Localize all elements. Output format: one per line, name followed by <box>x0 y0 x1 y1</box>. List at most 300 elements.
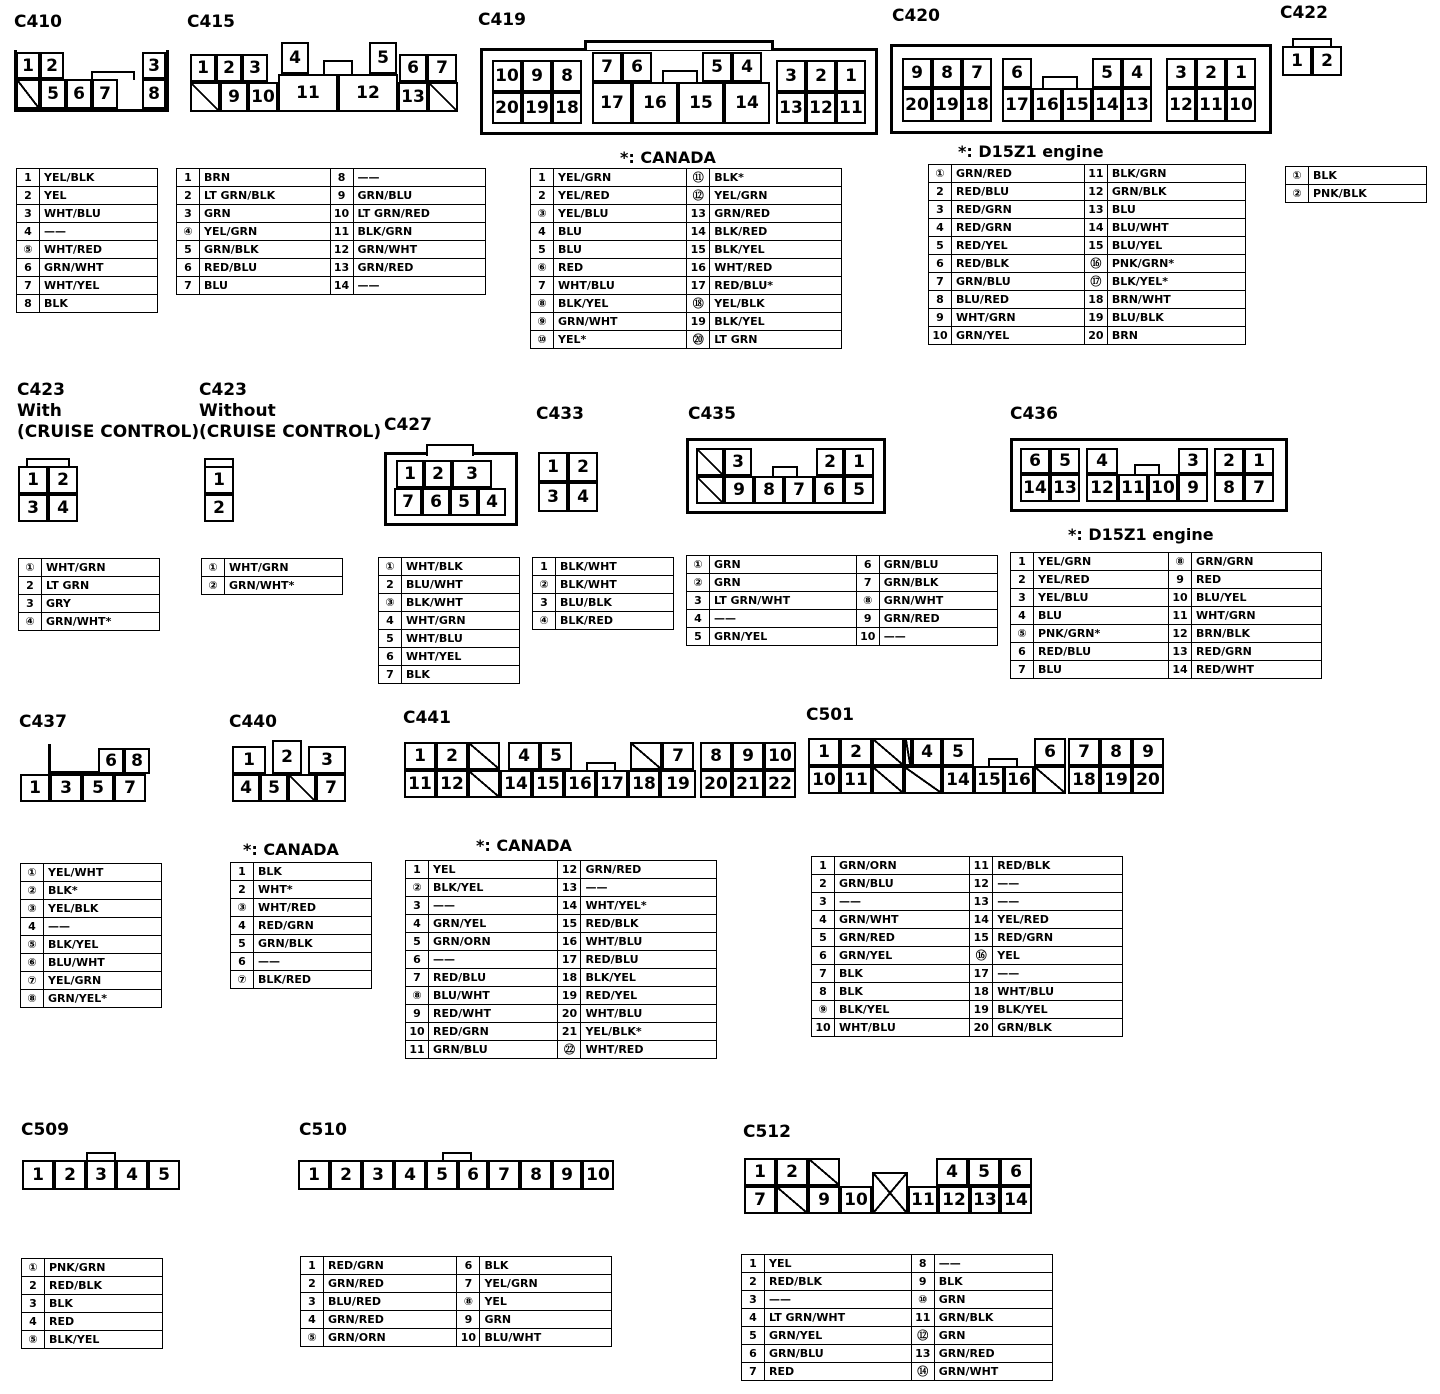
wire-color: BLU <box>1034 661 1169 679</box>
wire-color: BRN/WHT <box>1107 291 1245 309</box>
c433-wire-table <box>532 557 674 630</box>
pin-number: 7 <box>406 969 429 987</box>
wire-color: BLU/BLK <box>1107 309 1245 327</box>
wire-color: WHT/YEL <box>40 277 158 295</box>
table-row <box>929 219 1246 237</box>
wire-color: —— <box>993 965 1123 983</box>
pin-number: 11 <box>330 223 353 241</box>
wire-color: RED <box>554 259 687 277</box>
table-row <box>531 241 842 259</box>
table-row <box>231 863 372 881</box>
c512-connector-face: 1 2 4 5 6 7 9 10 11 12 13 14 <box>742 1156 1036 1218</box>
table-row <box>379 630 520 648</box>
wire-color: GRN/RED <box>353 259 485 277</box>
pin-number: 4 <box>17 223 40 241</box>
c441-note: *: CANADA <box>476 836 572 855</box>
wire-color: GRN/RED <box>934 1345 1052 1363</box>
table-row <box>929 291 1246 309</box>
wire-color: WHT/GRN <box>42 559 160 577</box>
pin-number: ⑯ <box>1084 255 1107 273</box>
pin-number: 7 <box>531 277 554 295</box>
table-row <box>379 594 520 612</box>
c435-label: C435 <box>688 404 736 424</box>
table-row <box>812 1019 1123 1037</box>
pin-number: 14 <box>687 223 710 241</box>
wire-color: GRN/RED <box>879 610 997 628</box>
pin-number: 5 <box>687 628 710 646</box>
pin-number: 16 <box>687 259 710 277</box>
table-row <box>177 223 486 241</box>
table-row <box>379 612 520 630</box>
wire-color: RED/GRN <box>429 1023 558 1041</box>
wire-color: GRN/ORN <box>324 1329 457 1347</box>
pin-number: 19 <box>970 1001 993 1019</box>
pin-number: ⑳ <box>687 331 710 349</box>
pin-number: 14 <box>1084 219 1107 237</box>
pin-number: 4 <box>406 915 429 933</box>
pin-number: ③ <box>21 900 44 918</box>
c420-note: *: D15Z1 engine <box>958 142 1104 161</box>
pin-number: 13 <box>687 205 710 223</box>
pin-number: 3 <box>406 897 429 915</box>
pin-number: 12 <box>1084 183 1107 201</box>
table-row <box>177 259 486 277</box>
table-row <box>687 628 998 646</box>
table-row <box>929 201 1246 219</box>
pin-number: 8 <box>812 983 835 1001</box>
table-row <box>406 879 717 897</box>
c410-label: C410 <box>14 12 62 32</box>
table-row <box>812 1001 1123 1019</box>
pin-number: ⑧ <box>1169 553 1192 571</box>
pin-number: 15 <box>1084 237 1107 255</box>
wire-color: RED/GRN <box>1192 643 1322 661</box>
table-row <box>531 205 842 223</box>
table-row <box>929 273 1246 291</box>
table-row <box>301 1275 612 1293</box>
pin-number: ⑧ <box>457 1293 480 1311</box>
c423b-sub2: (CRUISE CONTROL) <box>199 422 382 442</box>
c512-wire-table <box>741 1254 1053 1381</box>
wire-color: RED <box>45 1313 163 1331</box>
wire-color: LT GRN/BLK <box>200 187 331 205</box>
pin-number: 20 <box>1084 327 1107 345</box>
pin-number: ⑰ <box>1084 273 1107 291</box>
c436-note: *: D15Z1 engine <box>1068 525 1214 544</box>
wire-color: BLK/RED <box>556 612 674 630</box>
wire-color: BLK/YEL <box>554 295 687 313</box>
wire-color: GRN/BLU <box>952 273 1085 291</box>
wire-color: RED/GRN <box>993 929 1123 947</box>
pin-number: 7 <box>812 965 835 983</box>
c437-wire-table <box>20 863 162 1008</box>
pin-number: ⑨ <box>812 1001 835 1019</box>
pin-number: ⑥ <box>21 954 44 972</box>
wire-color: GRN/RED <box>324 1275 457 1293</box>
table-row <box>406 861 717 879</box>
wire-color: WHT/RED <box>581 1041 717 1059</box>
table-row <box>812 857 1123 875</box>
table-row <box>406 987 717 1005</box>
wire-color: —— <box>254 953 372 971</box>
pin-number: ⑦ <box>231 971 254 989</box>
wire-color: —— <box>44 918 162 936</box>
pin-number: ① <box>687 556 710 574</box>
c419-label: C419 <box>478 10 526 30</box>
pin-number: 8 <box>929 291 952 309</box>
pin-number: 4 <box>22 1313 45 1331</box>
table-row <box>531 169 842 187</box>
pin-number: 5 <box>379 630 402 648</box>
pin-number: 2 <box>1011 571 1034 589</box>
pin-number: 4 <box>379 612 402 630</box>
pin-number: 5 <box>812 929 835 947</box>
pin-number: ③ <box>379 594 402 612</box>
pin-number: 5 <box>742 1327 765 1345</box>
table-row <box>17 241 158 259</box>
pin-number: 6 <box>17 259 40 277</box>
wire-color: YEL/BLU <box>554 205 687 223</box>
c436-connector-face: 6 5 4 3 2 1 14 13 12 11 10 9 8 7 <box>1010 438 1288 512</box>
pin-number: 4 <box>812 911 835 929</box>
wire-color: YEL/GRN <box>710 187 842 205</box>
wire-color: —— <box>710 610 857 628</box>
pin-number: 7 <box>1011 661 1034 679</box>
table-row <box>177 241 486 259</box>
wire-color: BLK/WHT <box>556 576 674 594</box>
table-row <box>742 1345 1053 1363</box>
wire-color: RED/WHT <box>429 1005 558 1023</box>
pin-number: 9 <box>330 187 353 205</box>
c501-connector-face: 1 2 4 5 6 7 8 9 10 11 14 15 16 18 19 20 <box>806 736 1168 796</box>
pin-number: 7 <box>742 1363 765 1381</box>
wire-color: WHT/BLU <box>402 630 520 648</box>
table-row <box>301 1293 612 1311</box>
pin-number: 7 <box>856 574 879 592</box>
pin-number: ③ <box>231 899 254 917</box>
pin-number: 6 <box>379 648 402 666</box>
wire-color: BLK* <box>710 169 842 187</box>
pin-number: 5 <box>231 935 254 953</box>
wire-color: GRN/BLU <box>353 187 485 205</box>
wire-color: —— <box>429 897 558 915</box>
pin-number: ① <box>22 1259 45 1277</box>
wire-color: BLK/YEL <box>44 936 162 954</box>
table-row <box>531 313 842 331</box>
c437-label: C437 <box>19 712 67 732</box>
pin-number: 9 <box>1169 571 1192 589</box>
wire-color: WHT/BLU <box>554 277 687 295</box>
pin-number: 6 <box>177 259 200 277</box>
pin-number: 10 <box>1169 589 1192 607</box>
wire-color: WHT/RED <box>40 241 158 259</box>
c420-wire-table <box>928 164 1246 345</box>
wire-color: RED/GRN <box>952 219 1085 237</box>
c435-connector-face: 3 2 1 9 8 7 6 5 <box>686 438 886 514</box>
c423b-connector-face: 1 2 <box>202 458 238 526</box>
pin-number: 2 <box>301 1275 324 1293</box>
pin-number: 21 <box>558 1023 581 1041</box>
wire-color: GRN/WHT <box>879 592 997 610</box>
table-row <box>19 595 160 613</box>
wire-color: WHT/GRN <box>1192 607 1322 625</box>
wire-color: YEL/BLK* <box>581 1023 717 1041</box>
pin-number: ④ <box>19 613 42 631</box>
wire-color: GRN/ORN <box>835 857 970 875</box>
wire-color: BLU/BLK <box>556 594 674 612</box>
pin-number: ⑦ <box>21 972 44 990</box>
wire-color: WHT/YEL <box>402 648 520 666</box>
pin-number: 13 <box>330 259 353 277</box>
wire-color: BLK <box>402 666 520 684</box>
pin-number: 10 <box>929 327 952 345</box>
wire-color: —— <box>581 879 717 897</box>
pin-number: 2 <box>929 183 952 201</box>
wire-color: PNK/GRN* <box>1107 255 1245 273</box>
pin-number: 10 <box>812 1019 835 1037</box>
wire-color: BLU/YEL <box>1107 237 1245 255</box>
table-row <box>177 277 486 295</box>
table-row <box>21 918 162 936</box>
wire-color: GRN/RED <box>710 205 842 223</box>
pin-number: ⑫ <box>687 187 710 205</box>
wire-color: GRN/BLK <box>879 574 997 592</box>
pin-number: 13 <box>911 1345 934 1363</box>
c441-wire-table <box>405 860 717 1059</box>
table-row <box>406 1023 717 1041</box>
wire-color: YEL/BLK <box>710 295 842 313</box>
wire-color: RED/BLK <box>993 857 1123 875</box>
c510-label: C510 <box>299 1120 347 1140</box>
table-row <box>687 610 998 628</box>
wire-color: RED/GRN <box>254 917 372 935</box>
wire-color: GRN/BLK <box>200 241 331 259</box>
pin-number: 7 <box>379 666 402 684</box>
pin-number: 15 <box>558 915 581 933</box>
pin-number: ⑥ <box>531 259 554 277</box>
pin-number: 11 <box>911 1309 934 1327</box>
pin-number: 7 <box>457 1275 480 1293</box>
wire-color: —— <box>993 875 1123 893</box>
c433-connector-face: 1 2 3 4 <box>538 450 602 512</box>
wire-color: BLU/WHT <box>44 954 162 972</box>
pin-number: ② <box>687 574 710 592</box>
pin-number: ⑤ <box>1011 625 1034 643</box>
wire-color: YEL <box>480 1293 612 1311</box>
table-row <box>379 558 520 576</box>
wire-color: RED/BLK <box>952 255 1085 273</box>
table-row <box>21 990 162 1008</box>
wire-color: YEL/BLU <box>1034 589 1169 607</box>
wire-color: GRN <box>710 556 857 574</box>
c501-label: C501 <box>806 705 854 725</box>
table-row <box>231 881 372 899</box>
wire-color: GRN <box>710 574 857 592</box>
c423b-sub1: Without <box>199 401 276 421</box>
c423a-label: C423 <box>17 380 65 400</box>
table-row <box>929 327 1246 345</box>
pin-number: 2 <box>231 881 254 899</box>
table-row <box>17 223 158 241</box>
wire-color: BLK <box>45 1295 163 1313</box>
c441-label: C441 <box>403 708 451 728</box>
pin-number: ⑪ <box>687 169 710 187</box>
pin-number: 8 <box>911 1255 934 1273</box>
wire-color: YEL/RED <box>993 911 1123 929</box>
pin-number: 3 <box>687 592 710 610</box>
table-row <box>17 187 158 205</box>
c427-wire-table <box>378 557 520 684</box>
table-row <box>19 613 160 631</box>
pin-number: ② <box>1286 185 1309 203</box>
pin-number: 2 <box>177 187 200 205</box>
table-row <box>17 205 158 223</box>
pin-number: 4 <box>929 219 952 237</box>
c436-wire-table <box>1010 552 1322 679</box>
pin-number: 17 <box>558 951 581 969</box>
c420-label: C420 <box>892 6 940 26</box>
pin-number: 11 <box>970 857 993 875</box>
c510-connector-face: 1 2 3 4 5 6 7 8 9 10 <box>296 1152 616 1192</box>
pin-number: 2 <box>742 1273 765 1291</box>
table-row <box>531 223 842 241</box>
wire-color: GRN <box>200 205 331 223</box>
pin-number: 18 <box>1084 291 1107 309</box>
wire-color: BLK/RED <box>710 223 842 241</box>
pin-number: 7 <box>17 277 40 295</box>
pin-number: 11 <box>1169 607 1192 625</box>
wire-color: WHT/BLU <box>581 933 717 951</box>
wire-color: WHT/GRN <box>402 612 520 630</box>
wire-color: RED <box>1192 571 1322 589</box>
c415-wire-table <box>176 168 486 295</box>
pin-number: ④ <box>177 223 200 241</box>
wire-color: BRN/BLK <box>1192 625 1322 643</box>
wire-color: BLK/YEL* <box>1107 273 1245 291</box>
pin-number: 3 <box>22 1295 45 1313</box>
table-row <box>21 864 162 882</box>
pin-number: 1 <box>742 1255 765 1273</box>
c440-wire-table <box>230 862 372 989</box>
pin-number: 5 <box>177 241 200 259</box>
wire-color: BLK/YEL <box>710 241 842 259</box>
wire-color: BLU <box>1107 201 1245 219</box>
c510-wire-table <box>300 1256 612 1347</box>
pin-number: ⑭ <box>911 1363 934 1381</box>
table-row <box>17 259 158 277</box>
c501-wire-table <box>811 856 1123 1037</box>
wire-color: RED/BLK <box>45 1277 163 1295</box>
pin-number: 4 <box>1011 607 1034 625</box>
wire-color: BLU/WHT <box>402 576 520 594</box>
wire-color: YEL <box>993 947 1123 965</box>
wire-color: GRN/WHT* <box>225 577 343 595</box>
pin-number: 14 <box>970 911 993 929</box>
pin-number: 6 <box>856 556 879 574</box>
pin-number: 14 <box>558 897 581 915</box>
pin-number: 18 <box>970 983 993 1001</box>
pin-number: 13 <box>1169 643 1192 661</box>
wire-color: WHT/BLU <box>40 205 158 223</box>
wire-color: WHT/RED <box>710 259 842 277</box>
table-row <box>742 1291 1053 1309</box>
pin-number: 3 <box>177 205 200 223</box>
wire-color: WHT/GRN <box>225 559 343 577</box>
wire-color: BLU <box>554 241 687 259</box>
wire-color: YEL/RED <box>1034 571 1169 589</box>
wire-color: GRN <box>934 1327 1052 1345</box>
table-row <box>22 1295 163 1313</box>
wire-color: BLK <box>1309 167 1427 185</box>
wire-color: GRN/BLK <box>993 1019 1123 1037</box>
pin-number: 20 <box>558 1005 581 1023</box>
wire-color: BLU/WHT <box>429 987 558 1005</box>
table-row <box>929 237 1246 255</box>
table-row <box>22 1259 163 1277</box>
pin-number: ① <box>379 558 402 576</box>
pin-number: 11 <box>406 1041 429 1059</box>
wire-color: WHT/BLK <box>402 558 520 576</box>
wire-color: WHT/BLU <box>835 1019 970 1037</box>
wire-color: WHT* <box>254 881 372 899</box>
table-row <box>1011 661 1322 679</box>
pin-number: ⑤ <box>22 1331 45 1349</box>
c427-connector-face: 1 2 3 7 6 5 4 <box>384 444 518 526</box>
table-row <box>406 969 717 987</box>
wire-color: GRY <box>42 595 160 613</box>
wire-color: GRN/WHT <box>835 911 970 929</box>
table-row <box>21 972 162 990</box>
wire-color: BLU/RED <box>952 291 1085 309</box>
wire-color: BLK/YEL <box>429 879 558 897</box>
table-row <box>177 169 486 187</box>
pin-number: 9 <box>457 1311 480 1329</box>
wire-color: GRN/WHT <box>353 241 485 259</box>
c423a-sub1: With <box>17 401 62 421</box>
c435-wire-table <box>686 555 998 646</box>
pin-number: 14 <box>330 277 353 295</box>
table-row <box>929 255 1246 273</box>
wire-color: RED/BLU <box>429 969 558 987</box>
wire-color: PNK/GRN* <box>1034 625 1169 643</box>
wire-color: YEL/WHT <box>44 864 162 882</box>
c440-note: *: CANADA <box>243 840 339 859</box>
table-row <box>231 899 372 917</box>
table-row <box>379 666 520 684</box>
table-row <box>812 965 1123 983</box>
wire-color: BLK/GRN <box>353 223 485 241</box>
pin-number: 6 <box>812 947 835 965</box>
wire-color: YEL/RED <box>554 187 687 205</box>
wire-color: YEL/BLK <box>44 900 162 918</box>
c422-label: C422 <box>1280 3 1328 23</box>
pin-number: 10 <box>330 205 353 223</box>
wire-color: BLK <box>934 1273 1052 1291</box>
pin-number: ⑧ <box>21 990 44 1008</box>
pin-number: 6 <box>929 255 952 273</box>
wire-color: GRN/YEL* <box>44 990 162 1008</box>
wire-color: RED/YEL <box>581 987 717 1005</box>
pin-number: 10 <box>856 628 879 646</box>
pin-number: 8 <box>17 295 40 313</box>
pin-number: 3 <box>742 1291 765 1309</box>
c437-connector-face: 6 8 1 3 5 7 <box>18 744 144 804</box>
wire-color: BLK/YEL <box>45 1331 163 1349</box>
wire-color: YEL <box>765 1255 912 1273</box>
pin-number: ① <box>21 864 44 882</box>
wire-color: —— <box>353 169 485 187</box>
table-row <box>177 205 486 223</box>
